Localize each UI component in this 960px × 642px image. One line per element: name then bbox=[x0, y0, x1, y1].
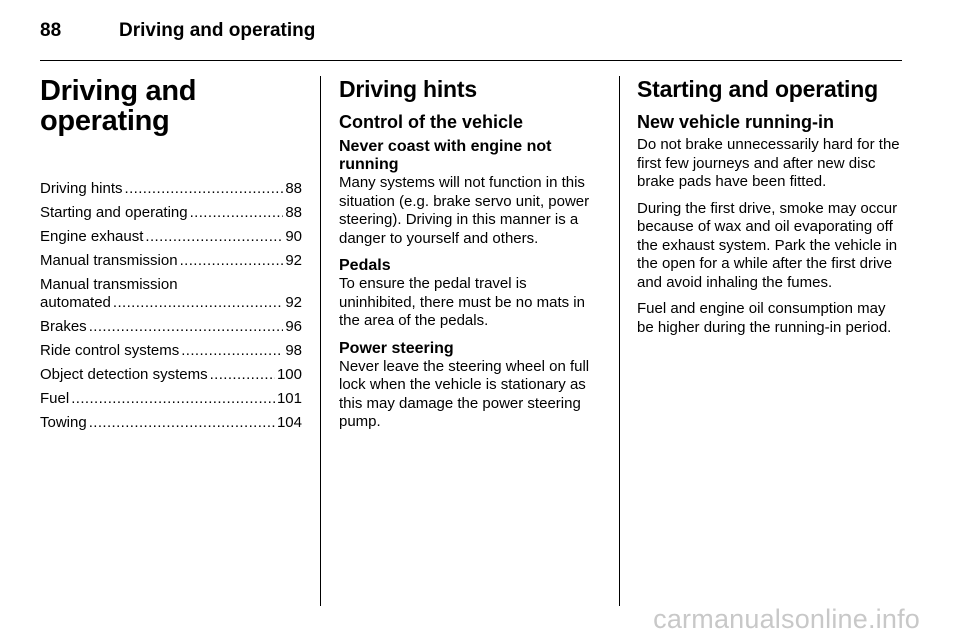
toc-leader bbox=[125, 180, 284, 198]
toc-leader bbox=[180, 252, 284, 270]
section-heading: Driving hints bbox=[339, 76, 477, 102]
section-heading: Starting and operating bbox=[637, 76, 878, 102]
page-number: 88 bbox=[40, 20, 62, 41]
toc-entry-title: Towing bbox=[40, 414, 87, 431]
toc-entry-title: Engine exhaust bbox=[40, 228, 144, 245]
toc-leader bbox=[190, 204, 284, 222]
paragraph: Fuel and engine oil consumption may be higher during the running-in period. bbox=[637, 300, 892, 336]
topic-text: To ensure the pedal travel is uninhibited, there must be no mats in the area of the pedals. bbox=[339, 275, 585, 329]
toc-entry-brakes[interactable] bbox=[40, 318, 302, 336]
paragraph: Do not brake unnecessarily hard for the first few journeys and after new disc brake pads have been fitted. bbox=[637, 136, 900, 190]
toc-entry-title: Driving hints bbox=[40, 180, 123, 197]
toc-entry-ride-control-systems[interactable] bbox=[40, 342, 302, 360]
toc-entry-manual-transmission-automated[interactable] bbox=[40, 276, 302, 312]
toc-entry-title-line2: automated bbox=[40, 294, 111, 311]
toc-entry-title: Brakes bbox=[40, 318, 87, 335]
toc-leader bbox=[89, 414, 275, 432]
section-power-steering bbox=[339, 340, 603, 432]
header-rule bbox=[40, 60, 902, 61]
toc-entry-starting-and-operating[interactable] bbox=[40, 204, 302, 222]
toc-entry-title: Fuel bbox=[40, 390, 70, 407]
topic-heading: Power steering bbox=[339, 339, 454, 357]
toc-entry-page: 92 bbox=[285, 252, 302, 269]
topic-heading: Pedals bbox=[339, 257, 391, 274]
chapter-title-line2: operating bbox=[40, 105, 170, 137]
toc-entry-title: Starting and operating bbox=[40, 204, 188, 221]
toc-entry-title: Ride control systems bbox=[40, 342, 180, 359]
toc-column bbox=[40, 76, 302, 438]
toc-leader bbox=[145, 228, 283, 246]
toc-entry-object-detection-systems[interactable] bbox=[40, 366, 302, 384]
toc-leader bbox=[71, 390, 275, 408]
paragraph: During the first drive, smoke may occur because of wax and oil evaporating off the exhaust system. Park the vehicle in the open for a while after the first drive and avoid inhaling the fumes. bbox=[637, 199, 898, 291]
topic-heading: Never coast with engine not running bbox=[339, 138, 552, 173]
column-divider bbox=[619, 76, 620, 606]
toc-entry-fuel[interactable] bbox=[40, 390, 302, 408]
section-pedals bbox=[339, 257, 603, 331]
toc-entry-driving-hints[interactable] bbox=[40, 180, 302, 198]
toc-entry-manual-transmission[interactable] bbox=[40, 252, 302, 270]
toc-leader bbox=[113, 294, 283, 312]
table-of-contents bbox=[40, 180, 302, 432]
topic-text: Never leave the steering wheel on full lock when the vehicle is stationary as this may damage the power steering pump. bbox=[339, 357, 590, 430]
column-divider bbox=[320, 76, 321, 606]
starting-operating-column bbox=[637, 76, 903, 337]
subsection-heading: New vehicle running-in bbox=[637, 112, 835, 132]
chapter-title-line1: Driving and bbox=[40, 75, 197, 107]
toc-leader bbox=[181, 342, 283, 360]
toc-entry-page: 98 bbox=[285, 342, 302, 359]
toc-entry-page: 101 bbox=[276, 390, 302, 407]
toc-entry-engine-exhaust[interactable] bbox=[40, 228, 302, 246]
toc-leader bbox=[89, 318, 284, 336]
running-title: Driving and operating bbox=[119, 20, 316, 41]
toc-leader bbox=[210, 366, 275, 384]
toc-entry-page: 90 bbox=[285, 228, 302, 245]
watermark: carmanualsonline.info bbox=[653, 604, 920, 634]
toc-entry-towing[interactable] bbox=[40, 414, 302, 432]
toc-entry-page: 100 bbox=[276, 366, 302, 383]
chapter-title bbox=[40, 76, 302, 136]
toc-entry-page: 88 bbox=[285, 180, 302, 197]
subsection-heading: Control of the vehicle bbox=[339, 112, 524, 132]
topic-text: Many systems will not function in this situation (e.g. brake servo unit, power steering). Driving in this manner is a danger to yourself and others. bbox=[339, 174, 590, 247]
section-never-coast bbox=[339, 138, 603, 248]
toc-entry-title: Manual transmission bbox=[40, 252, 178, 269]
toc-entry-page: 104 bbox=[276, 414, 302, 431]
toc-entry-page: 96 bbox=[285, 318, 302, 335]
driving-hints-column bbox=[339, 76, 603, 432]
toc-entry-title-line1: Manual transmission bbox=[40, 276, 178, 293]
toc-entry-page: 88 bbox=[285, 204, 302, 221]
toc-entry-page: 92 bbox=[285, 294, 302, 311]
toc-entry-title: Object detection systems bbox=[40, 366, 208, 383]
toc-entry-line2 bbox=[40, 294, 302, 312]
